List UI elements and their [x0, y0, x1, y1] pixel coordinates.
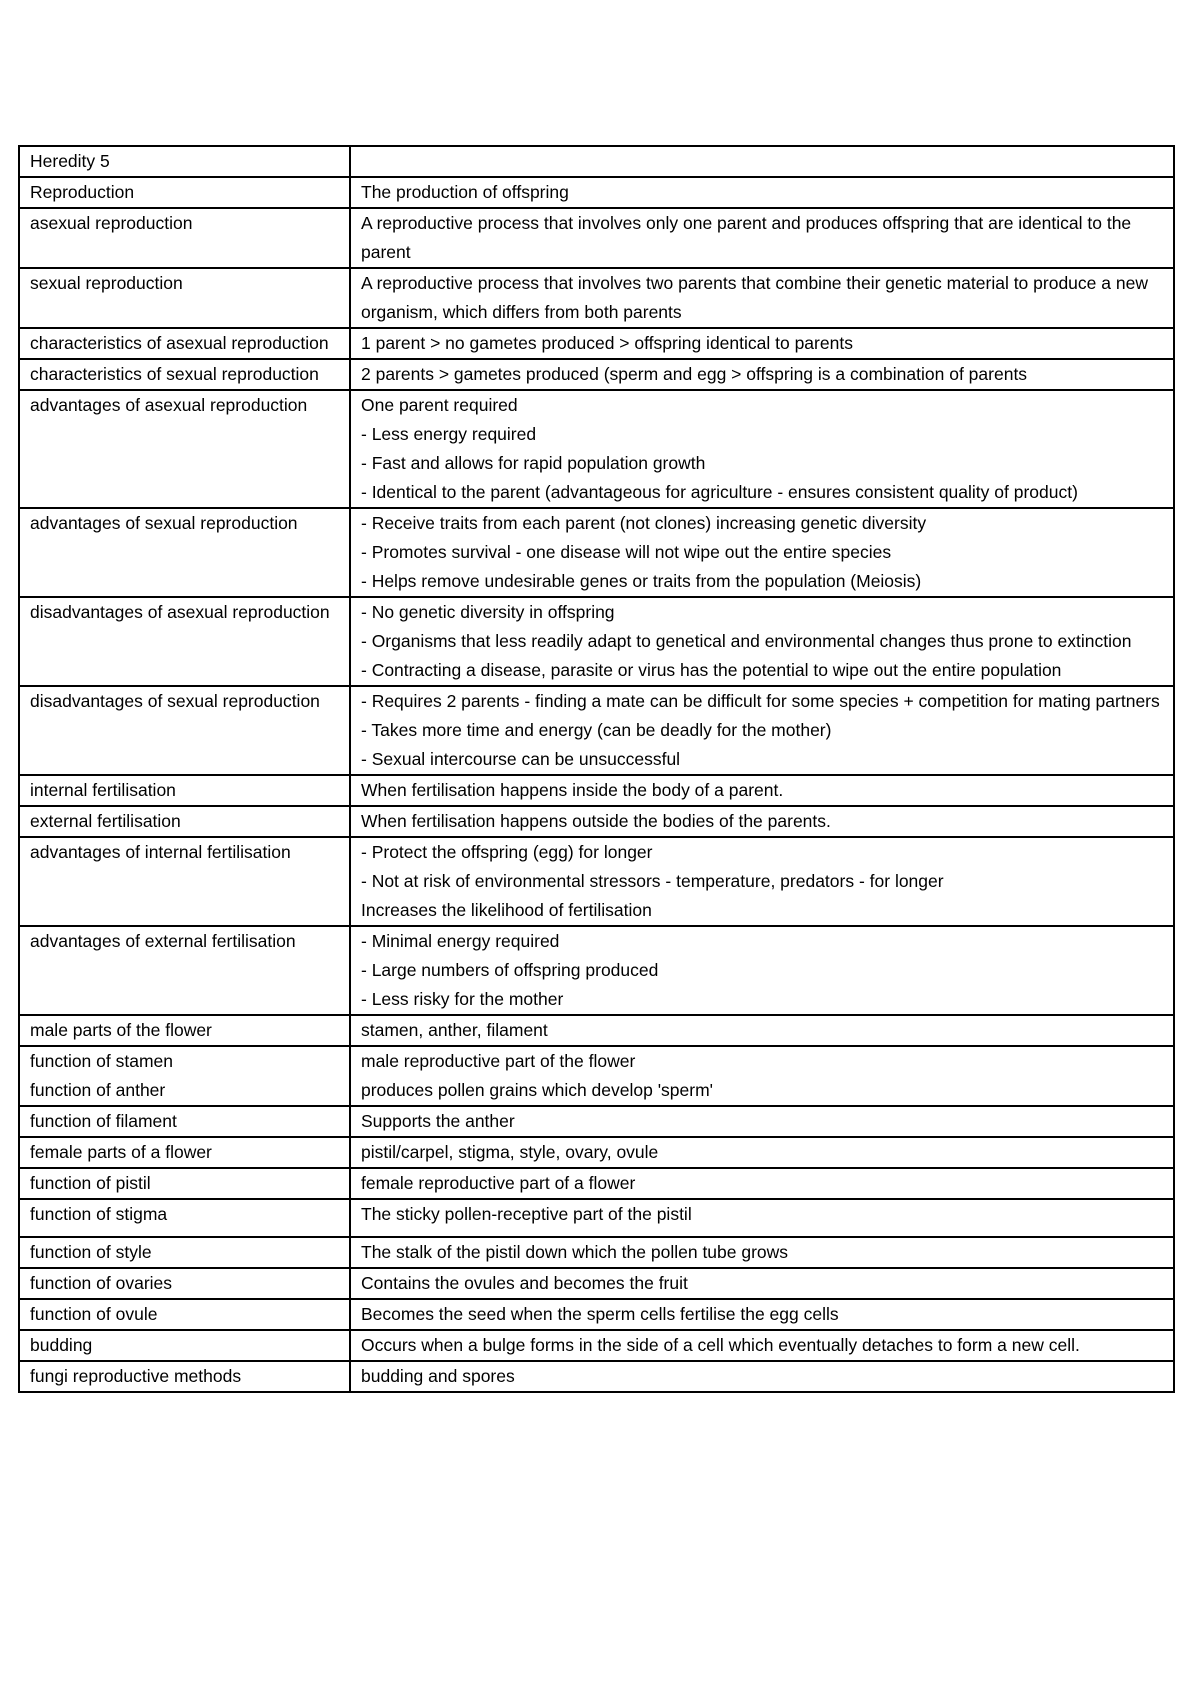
table-title-row	[19, 146, 1174, 177]
term-cell	[19, 208, 350, 268]
table-row	[19, 177, 1174, 208]
term-cell	[19, 1015, 350, 1046]
table-row	[19, 926, 1174, 1015]
term-cell	[19, 1199, 350, 1237]
term-cell	[19, 837, 350, 926]
definition-text: - Requires 2 parents - finding a mate can be difficult for some species + competition for mating partners - Takes more time and energy (can be deadly for the mother) - Sexual intercourse can be unsuccessful	[361, 691, 1160, 769]
table-row	[19, 208, 1174, 268]
table-row	[19, 686, 1174, 775]
term-cell	[19, 686, 350, 775]
term-cell	[19, 328, 350, 359]
term-cell	[19, 775, 350, 806]
table-row	[19, 1199, 1174, 1237]
term-text: function of style	[30, 1242, 152, 1262]
heredity-table	[18, 145, 1175, 1393]
definition-cell	[350, 328, 1174, 359]
table-row	[19, 268, 1174, 328]
table-row	[19, 1237, 1174, 1268]
definition-cell	[350, 926, 1174, 1015]
table-row	[19, 837, 1174, 926]
term-cell	[19, 926, 350, 1015]
definition-cell	[350, 1299, 1174, 1330]
table-row	[19, 359, 1174, 390]
term-text: asexual reproduction	[30, 213, 193, 233]
definition-cell	[350, 359, 1174, 390]
table-row	[19, 806, 1174, 837]
term-text: disadvantages of asexual reproduction	[30, 602, 330, 622]
table-row	[19, 1137, 1174, 1168]
definition-cell	[350, 1199, 1174, 1237]
term-text: internal fertilisation	[30, 780, 176, 800]
term-cell	[19, 390, 350, 508]
definition-cell	[350, 1137, 1174, 1168]
table-row	[19, 328, 1174, 359]
term-text: sexual reproduction	[30, 273, 183, 293]
term-text: budding	[30, 1335, 93, 1355]
table-row	[19, 1106, 1174, 1137]
definition-cell	[350, 1361, 1174, 1392]
table-body	[19, 146, 1174, 1392]
table-row	[19, 597, 1174, 686]
definition-cell	[350, 1330, 1174, 1361]
term-cell	[19, 597, 350, 686]
table-title-blank-cell	[350, 146, 1174, 177]
definition-text: The stalk of the pistil down which the pollen tube grows	[361, 1242, 789, 1262]
definition-text: The production of offspring	[361, 182, 569, 202]
definition-text: - Minimal energy required - Large numbers of offspring produced - Less risky for the mother	[361, 931, 659, 1009]
definition-text: pistil/carpel, stigma, style, ovary, ovule	[361, 1142, 659, 1162]
table-row	[19, 775, 1174, 806]
definition-text: The sticky pollen-receptive part of the pistil	[361, 1204, 692, 1224]
term-text: male parts of the flower	[30, 1020, 212, 1040]
term-text: function of stamen function of anther	[30, 1051, 173, 1100]
definition-text: Contains the ovules and becomes the fruit	[361, 1273, 688, 1293]
definition-cell	[350, 390, 1174, 508]
table-row	[19, 508, 1174, 597]
table-row	[19, 390, 1174, 508]
term-text: characteristics of sexual reproduction	[30, 364, 319, 384]
table-title-cell	[19, 146, 350, 177]
definition-cell	[350, 1015, 1174, 1046]
definition-text: When fertilisation happens outside the bodies of the parents.	[361, 811, 831, 831]
table-row	[19, 1268, 1174, 1299]
definition-cell	[350, 775, 1174, 806]
term-text: female parts of a flower	[30, 1142, 212, 1162]
definition-text: Supports the anther	[361, 1111, 515, 1131]
definition-text: - No genetic diversity in offspring - Organisms that less readily adapt to genetical and environmental changes thus prone to extinction - Contracting a disease, parasite or virus has the potential to wipe out the entire population	[361, 602, 1132, 680]
definition-text: 2 parents > gametes produced (sperm and egg > offspring is a combination of parents	[361, 364, 1028, 384]
term-text: function of ovule	[30, 1304, 158, 1324]
term-text: external fertilisation	[30, 811, 181, 831]
term-text: function of filament	[30, 1111, 177, 1131]
table-row	[19, 1168, 1174, 1199]
term-cell	[19, 1330, 350, 1361]
term-cell	[19, 1268, 350, 1299]
definition-cell	[350, 1268, 1174, 1299]
definition-text: budding and spores	[361, 1366, 515, 1386]
term-text: disadvantages of sexual reproduction	[30, 691, 320, 711]
definition-cell	[350, 1237, 1174, 1268]
term-cell	[19, 359, 350, 390]
term-text: function of stigma	[30, 1204, 168, 1224]
definition-text: female reproductive part of a flower	[361, 1173, 636, 1193]
definition-text: A reproductive process that involves two parents that combine their genetic material to produce a new organism, which differs from both parents	[361, 273, 1148, 322]
definition-text: 1 parent > no gametes produced > offspring identical to parents	[361, 333, 853, 353]
term-text: fungi reproductive methods	[30, 1366, 242, 1386]
table-title: Heredity 5	[30, 151, 110, 171]
term-cell	[19, 1046, 350, 1106]
term-cell	[19, 1168, 350, 1199]
definition-cell	[350, 806, 1174, 837]
table-row	[19, 1299, 1174, 1330]
term-text: advantages of internal fertilisation	[30, 842, 291, 862]
term-cell	[19, 1106, 350, 1137]
definition-text: A reproductive process that involves only one parent and produces offspring that are identical to the parent	[361, 213, 1132, 262]
definition-cell	[350, 508, 1174, 597]
term-cell	[19, 1137, 350, 1168]
term-cell	[19, 1299, 350, 1330]
definition-cell	[350, 1046, 1174, 1106]
definition-text: One parent required - Less energy required - Fast and allows for rapid population growth - Identical to the parent (advantageous for agriculture - ensures consistent quality of product)	[361, 395, 1078, 502]
table-row	[19, 1361, 1174, 1392]
term-cell	[19, 1361, 350, 1392]
term-text: advantages of sexual reproduction	[30, 513, 298, 533]
term-cell	[19, 1237, 350, 1268]
term-text: characteristics of asexual reproduction	[30, 333, 329, 353]
definition-text: - Receive traits from each parent (not clones) increasing genetic diversity - Promotes survival - one disease will not wipe out the entire species - Helps remove undesirable genes or traits from the population (Meiosis)	[361, 513, 927, 591]
table-row	[19, 1330, 1174, 1361]
definition-text: - Protect the offspring (egg) for longer - Not at risk of environmental stressors - temperature, predators - for longer Increases the likelihood of fertilisation	[361, 842, 944, 920]
term-text: advantages of external fertilisation	[30, 931, 296, 951]
term-text: Reproduction	[30, 182, 135, 202]
definition-cell	[350, 177, 1174, 208]
definition-text: When fertilisation happens inside the body of a parent.	[361, 780, 784, 800]
table-row	[19, 1015, 1174, 1046]
definition-cell	[350, 597, 1174, 686]
term-text: function of pistil	[30, 1173, 151, 1193]
definition-cell	[350, 837, 1174, 926]
definition-text: male reproductive part of the flower produces pollen grains which develop 'sperm'	[361, 1051, 714, 1100]
definition-text: Becomes the seed when the sperm cells fertilise the egg cells	[361, 1304, 839, 1324]
table-row	[19, 1046, 1174, 1106]
term-cell	[19, 806, 350, 837]
definition-cell	[350, 686, 1174, 775]
term-text: function of ovaries	[30, 1273, 173, 1293]
definition-cell	[350, 268, 1174, 328]
term-cell	[19, 268, 350, 328]
term-cell	[19, 508, 350, 597]
definition-cell	[350, 1106, 1174, 1137]
definition-text: Occurs when a bulge forms in the side of a cell which eventually detaches to form a new cell.	[361, 1335, 1080, 1355]
term-cell	[19, 177, 350, 208]
definition-text: stamen, anther, filament	[361, 1020, 548, 1040]
term-text: advantages of asexual reproduction	[30, 395, 308, 415]
definition-cell	[350, 1168, 1174, 1199]
definition-cell	[350, 208, 1174, 268]
